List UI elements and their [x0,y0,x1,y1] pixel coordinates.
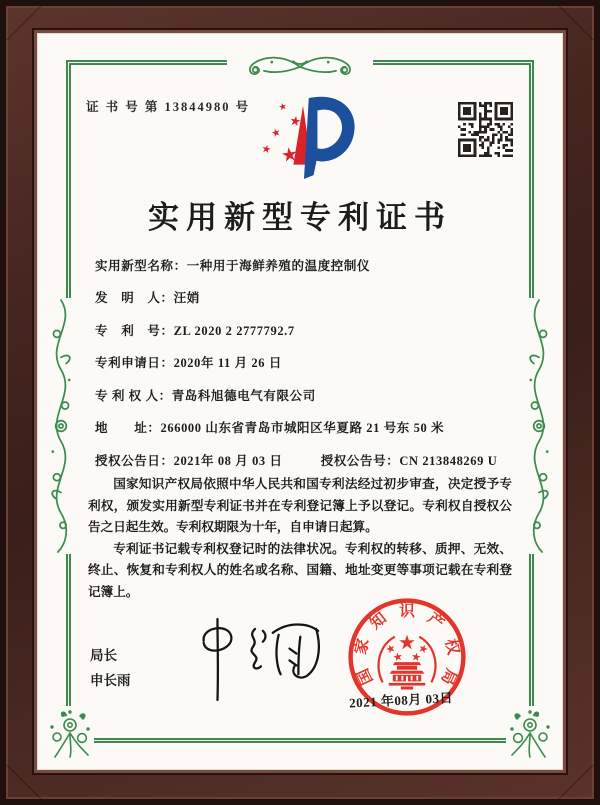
field-patentee [95,386,520,404]
seal-char: 国 [354,665,377,688]
legal-paragraph-2: 专利证书记载专利权登记时的法律状况。专利权的转移、质押、无效、终止、恢复和专利权人的姓名或名称、国籍、地址变更等事项记载在专利登记簿上。 [88,541,512,599]
commissioner-title: 局长 [90,648,117,663]
field-value: 2020年 11 月 26 日 [173,356,282,370]
national-emblem-icon [379,635,436,690]
field-value: 2021年 08 月 03 日 [173,454,283,468]
field-label: 授权公告号： [320,454,400,468]
certificate-number: 证 书 号 第 13844980 号 [86,100,251,114]
field-value: CN 213848269 U [399,454,498,468]
field-value: 汪娋 [173,291,200,305]
field-label: 地 址： [95,421,161,435]
field-address [95,418,520,436]
field-label: 专 利 权 人： [95,389,172,403]
seal-char: 局 [437,665,460,688]
grant-number [321,454,498,468]
field-label: 授权公告日： [95,454,174,468]
flourish-ornament-top [227,49,373,83]
seal-char: 识 [399,602,415,620]
commissioner-block [90,643,131,693]
legal-text [88,474,512,604]
field-value: 一种用于海鲜养殖的温度控制仪 [186,259,371,273]
field-utility-model-name [95,256,520,274]
seal-char: 权 [441,637,462,657]
seal-char: 家 [352,637,373,657]
qr-code [458,102,513,157]
field-label: 实用新型名称： [95,259,187,273]
legal-paragraph-1: 国家知识产权局依照中华人民共和国专利法经过初步审查，决定授予专利权，颁发实用新型专利证书并在专利登记簿上予以登记。专利权自授权公告之日起生效。专利权期限为十年，自申请日起算。 [88,477,512,535]
commissioner-name: 申长雨 [90,673,131,688]
field-patent-number [95,321,520,339]
field-grant-announcement [95,451,520,469]
vine-ornament-left [44,298,78,554]
grant-date [95,451,317,469]
field-label: 专 利 号： [95,324,174,338]
floral-ornament-bottom-right [506,706,554,760]
field-inventor [95,288,520,306]
certificate-title: 实用新型专利证书 [148,200,452,235]
seal-char: 知 [367,609,391,633]
field-filing-date [95,353,520,371]
cnipa-logo-icon [250,94,356,186]
floral-ornament-bottom-left [46,706,94,760]
field-label: 发 明 人： [95,291,174,305]
commissioner-signature [178,608,326,708]
field-value: 266000 山东省青岛市城阳区华夏路 21 号东 50 米 [160,421,445,435]
field-value: ZL 2020 2 2777792.7 [173,324,295,338]
seal-date: 2021 年08月 03日 [348,690,454,711]
field-label: 专利申请日： [95,356,174,370]
seal-char: 产 [423,609,447,633]
field-value: 青岛科旭德电气有限公司 [171,389,316,403]
vine-ornament-right [522,298,556,554]
